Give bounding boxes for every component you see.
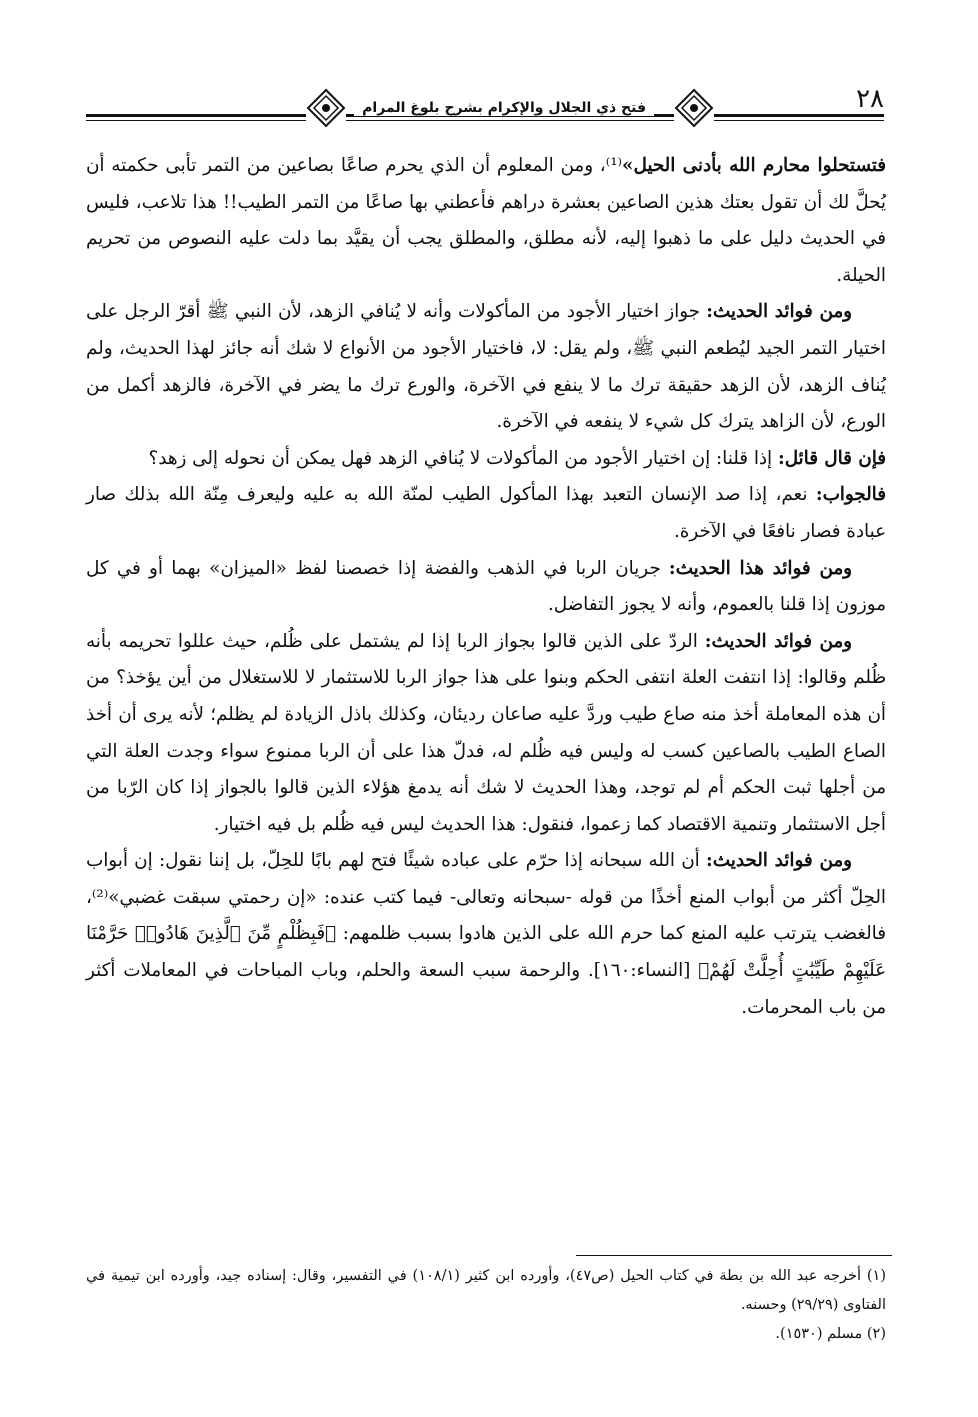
paragraph-text: جواز اختيار الأجود من المأكولات وأنه لا يُنافي الزهد، لأن النبي ﷺ أقرّ الرجل على اختيار التمر الجيد ليُطعم النبي ﷺ، ولم يقل: لا، فاختيار الأجود من الأنواع لا شك أنه جائز لهذا الحديث، ولم يُناف الزهد، لأن الزهد حقيقة ترك ما لا ينفع في الآخرة، والورع ترك ما يضر في الآخرة، فالزهد أكمل من الورع، لأن الزاهد يترك كل شيء لا ينفعه في الآخرة. [86, 301, 886, 433]
paragraph-lead: ومن فوائد الحديث: [704, 630, 853, 652]
paragraph-text: ⁽¹⁾، ومن المعلوم أن الذي يحرم صاعًا بصاعين من التمر تأبى حكمته أن يُحلَّ لك أن تقول بعتك هذين الصاعين بعشرة دراهم فأعطني بها صاعًا من التمر الطيب!! هذا تلاعب، فليس في الحديث دليل على ما ذهبوا إليه، لأنه مطلق، والمطلق يجب أن يقيَّد بما دلت عليه النصوص من تحريم الحيلة. [86, 155, 886, 286]
footnote: (٢) مسلم (١٥٣٠). [775, 1326, 886, 1342]
paragraph-text: جريان الربا في الذهب والفضة إذا خصصنا لفظ «الميزان» بهما أو في كل موزون إذا قلنا بالعموم، وأنه لا يجوز التفاضل. [86, 557, 886, 616]
paragraph [86, 441, 886, 478]
paragraph-text: نعم، إذا صد الإنسان التعبد بهذا المأكول الطيب لمنّة الله به عليه وليعرف مِنّة الله بذلك صار عبادة فصار نافعًا في الآخرة. [86, 484, 886, 542]
header-rule-thin [86, 120, 884, 121]
paragraph [86, 624, 886, 844]
paragraph-text: إذا قلنا: إن اختيار الأجود من المأكولات لا يُنافي الزهد فهل يمكن أن نحوله إلى زهد؟ [148, 447, 778, 469]
paragraph-lead: ومن فوائد هذا الحديث: [668, 557, 852, 579]
footnotes [86, 1262, 886, 1349]
paragraph-text: الردّ على الذين قالوا بجواز الربا إذا لم يشتمل على ظُلم، حيث عللوا تحريمه بأنه ظُلم وقالوا: إذا انتفت العلة انتفى الحكم وبنوا على هذا جواز الربا للاستثمار لا للاستغلال من أين يؤخذ؟ من أن هذه المعاملة أخذ منه صاع طيب وردَّ عليه صاعان رديئان، وكذلك باذل الزيادة لم يظلم؛ لأنه يرى أن أخذ الصاع الطيب بالصاعين كسب له وليس فيه ظُلم له، فدلّ هذا على أن الربا ممنوع سواء وجدت العلة التي من أجلها ثبت الحكم أم لم توجد، وهذا الحديث لا شك أنه يدمغ هؤلاء الذين قالوا بالجواز إذا كان الرّبا من أجل الاستثمار وتنمية الاقتصاد كما زعموا، فنقول: هذا الحديث ليس فيه ظُلم بل فيه اختيار. [86, 630, 886, 835]
paragraph-lead: ومن فوائد الحديث: [706, 850, 852, 872]
page-number: ٢٨ [846, 84, 884, 114]
arabesque-ornament-icon [306, 88, 346, 128]
paragraph-text: أن الله سبحانه إذا حرّم على عباده شيئًا فتح لهم بابًا للحِلّ، بل إننا نقول: إن أبواب الحِلّ أكثر من أبواب المنع أخذًا من قوله -سبحانه وتعالى- فيما كتب عنده: «إن رحمتي سبقت غضبي»⁽²⁾، فالغضب يترتب عليه المنع كما حرم الله على الذين هادوا بسبب ظلمهم: ﴿فَبِظُلْمٍ مِّنَ ٱلَّذِينَ هَادُوا۟ حَرَّمْنَا عَلَيْهِمْ طَيِّبَٰتٍ أُحِلَّتْ لَهُمْ﴾ [النساء:١٦٠]. والرحمة سبب السعة والحلم، وباب المباحات في المعاملات أكثر من باب المحرمات. [86, 850, 887, 1018]
paragraph-lead: فتستحلوا محارم الله بأدنى الحيل» [622, 155, 887, 176]
paragraph-lead: ومن فوائد الحديث: [706, 301, 853, 323]
paragraph [86, 148, 886, 294]
footnote: (١) أخرجه عبد الله بن بطة في كتاب الحيل (ص٤٧)، وأورده ابن كثير (١٠٨/١) في التفسير، وقال: إسناده جيد، وأورده ابن تيمية في الفتاوى (٢٩/٢٩) وحسنه. [86, 1268, 886, 1313]
paragraph-lead: فإن قال قائل: [777, 447, 886, 469]
paragraph [86, 843, 886, 1026]
arabesque-ornament-icon [674, 88, 714, 128]
paragraph [86, 551, 886, 624]
running-title: فتح ذي الجلال والإكرام بشرح بلوغ المرام [354, 100, 654, 116]
paragraph [86, 294, 886, 440]
footnote-separator [576, 1255, 892, 1256]
main-text [86, 148, 886, 1026]
page-header [86, 78, 884, 140]
paragraph [86, 477, 886, 550]
paragraph-lead: فالجواب: [815, 484, 886, 506]
